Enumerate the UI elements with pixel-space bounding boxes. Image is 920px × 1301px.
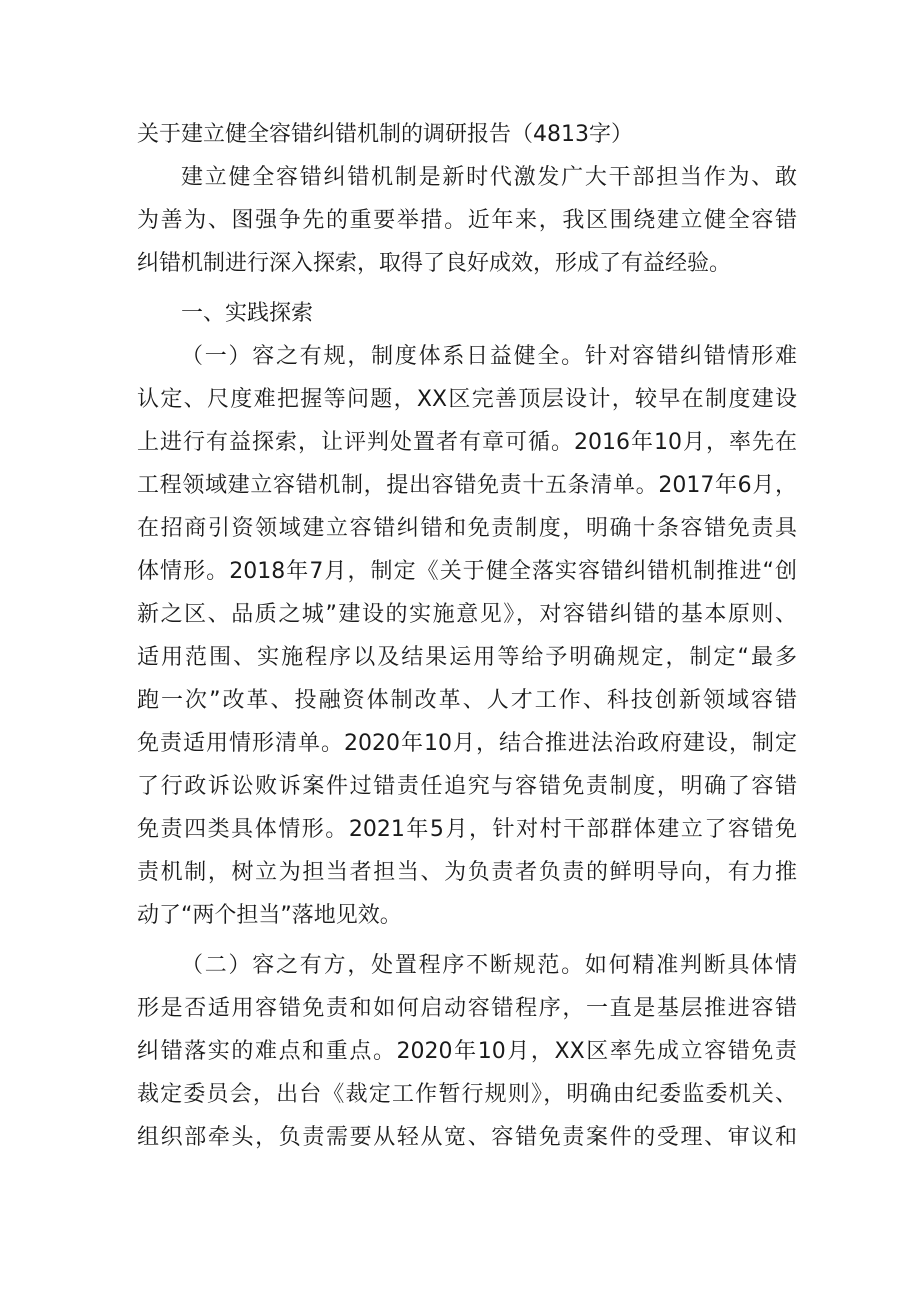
sub1-line-11: 了行政诉讼败诉案件过错责任追究与容错免责制度，明确了容错: [137, 774, 797, 799]
sub2-line-1: （二）容之有方，处置程序不断规范。如何精准判断具体情: [181, 953, 797, 978]
intro-line-1: 建立健全容错纠错机制是新时代激发广大干部担当作为、敢: [181, 165, 797, 190]
sub1-line-4: 工程领域建立容错机制，提出容错免责十五条清单。2017年6月，: [137, 473, 797, 498]
sub1-line-3: 上进行有益探索，让评判处置者有章可循。2016年10月，率先在: [137, 430, 797, 455]
sub1-line-5: 在招商引资领域建立容错纠错和免责制度，明确十条容错免责具: [137, 516, 797, 541]
sub1-line-9: 跑一次”改革、投融资体制改革、人才工作、科技创新领域容错: [137, 688, 797, 713]
sub1-line-10: 免责适用情形清单。2020年10月，结合推进法治政府建设，制定: [137, 731, 797, 756]
sub2-line-4: 裁定委员会，出台《裁定工作暂行规则》，明确由纪委监委机关、: [137, 1082, 797, 1107]
section-heading: 一、实践探索: [181, 301, 314, 326]
sub2-line-5: 组织部牵头，负责需要从轻从宽、容错免责案件的受理、审议和: [137, 1125, 797, 1150]
sub2-line-2: 形是否适用容错免责和如何启动容错程序，一直是基层推进容错: [137, 996, 797, 1021]
sub1-line-14: 动了“两个担当”落地见效。: [137, 903, 402, 928]
document-title: 关于建立健全容错纠错机制的调研报告（4813字）: [137, 122, 633, 147]
sub1-line-6: 体情形。2018年7月，制定《关于健全落实容错纠错机制推进“创: [137, 559, 797, 584]
sub2-line-3: 纠错落实的难点和重点。2020年10月，XX区率先成立容错免责: [137, 1039, 797, 1064]
sub1-line-13: 责机制，树立为担当者担当、为负责者负责的鲜明导向，有力推: [137, 860, 797, 885]
intro-line-3: 纠错机制进行深入探索，取得了良好成效，形成了有益经验。: [137, 251, 732, 276]
intro-line-2: 为善为、图强争先的重要举措。近年来，我区围绕建立健全容错: [137, 208, 797, 233]
sub1-line-7: 新之区、品质之城”建设的实施意见》，对容错纠错的基本原则、: [137, 602, 797, 627]
sub1-line-8: 适用范围、实施程序以及结果运用等给予明确规定，制定“最多: [137, 645, 797, 670]
sub1-line-2: 认定、尺度难把握等问题，XX区完善顶层设计，较早在制度建设: [137, 387, 797, 412]
sub1-line-1: （一）容之有规，制度体系日益健全。针对容错纠错情形难: [181, 344, 797, 369]
sub1-line-12: 免责四类具体情形。2021年5月，针对村干部群体建立了容错免: [137, 817, 797, 842]
